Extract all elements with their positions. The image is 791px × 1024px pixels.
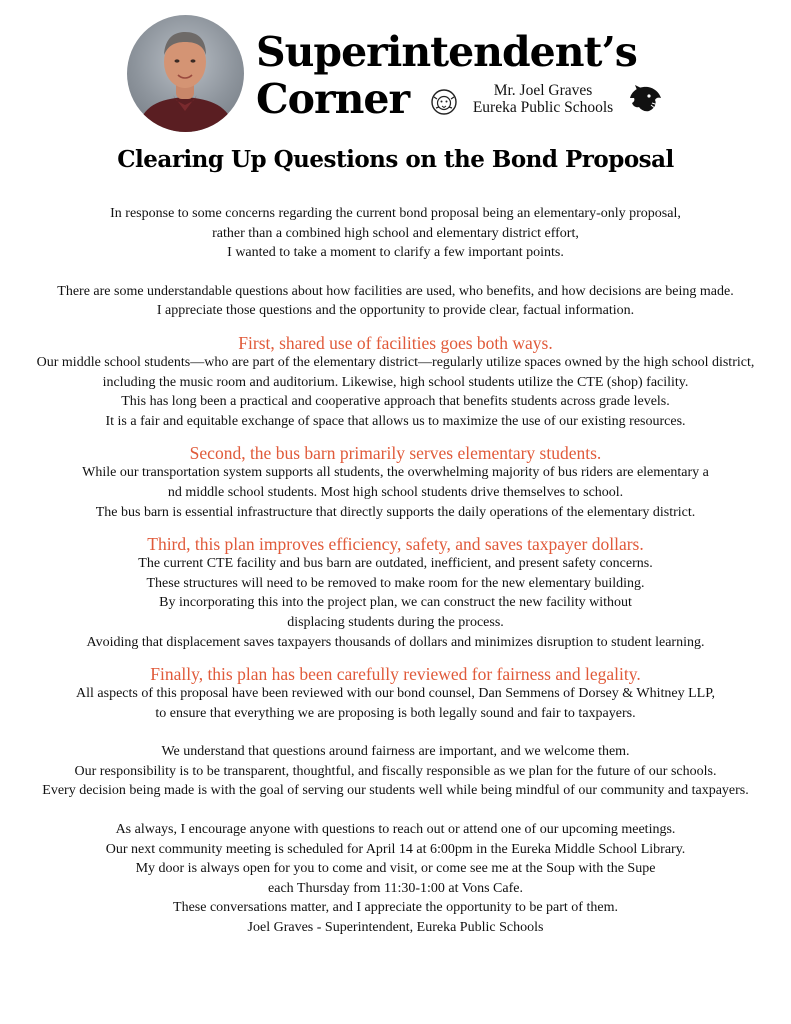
text-line: including the music room and auditorium. Likewise, high school students utilize the CTE (shop) facility.: [102, 374, 689, 390]
text-line: nd middle school students. Most high school students drive themselves to school.: [167, 484, 624, 500]
panther-mascot-icon: [627, 84, 663, 114]
text-line: These structures will need to be removed to make room for the new elementary building.: [146, 575, 645, 591]
text-line: As always, I encourage anyone with questions to reach out or attend one of our upcoming meetings.: [115, 822, 676, 838]
section-title: Finally, this plan has been carefully reviewed for fairness and legality.: [150, 664, 641, 685]
headline: Clearing Up Questions on the Bond Proposal: [117, 146, 674, 173]
lion-mascot-icon: [430, 88, 458, 116]
byline: [458, 82, 628, 116]
closing-paragraph: [0, 742, 791, 801]
text-line: In response to some concerns regarding the current bond proposal being an elementary-only proposal,: [110, 206, 681, 221]
text-line: each Thursday from 11:30-1:00 at Vons Cafe.: [268, 880, 523, 896]
text-line: I appreciate those questions and the opportunity to provide clear, factual information.: [156, 303, 635, 319]
text-line: Our next community meeting is scheduled for April 14 at 6:00pm in the Eureka Middle School Library.: [105, 841, 686, 857]
section-title: Second, the bus barn primarily serves elementary students.: [189, 443, 602, 464]
section-title: First, shared use of facilities goes both ways.: [238, 332, 553, 353]
text-line: Avoiding that displacement saves taxpayers thousands of dollars and minimizes disruption to student learning.: [86, 634, 705, 650]
text-line: Every decision being made is with the goal of serving our students well while being mindful of our community and taxpayers.: [42, 783, 749, 799]
section-efficiency: [0, 534, 791, 652]
text-line: displacing students during the process.: [287, 614, 504, 630]
page-header: [0, 0, 791, 140]
invitation-paragraph: [0, 820, 791, 918]
text-line: By incorporating this into the project plan, we can construct the new facility without: [159, 595, 632, 611]
text-line: This has long been a practical and cooperative approach that benefits students across grade levels.: [121, 394, 670, 410]
page-title-line1: Superintendent’s: [256, 28, 637, 76]
text-line: rather than a combined high school and elementary district effort,: [212, 225, 579, 241]
page-title-line2: Corner: [256, 75, 410, 123]
text-line: These conversations matter, and I appreciate the opportunity to be part of them.: [173, 900, 618, 916]
portrait-graphic: [127, 15, 244, 132]
signature: Joel Graves - Superintendent, Eureka Public Schools: [247, 920, 544, 936]
superintendent-photo: [127, 15, 244, 132]
section-shared-use: [0, 333, 791, 431]
text-line: It is a fair and equitable exchange of space that allows us to maximize the use of our existing resources.: [105, 413, 686, 429]
text-line: While our transportation system supports all students, the overwhelming majority of bus riders are elementary a: [82, 465, 709, 481]
context-paragraph: [0, 282, 791, 321]
letter-body: [0, 204, 791, 938]
text-line: Our middle school students—who are part of the elementary district—regularly utilize spaces owned by the high school district,: [36, 354, 755, 370]
text-line: All aspects of this proposal have been reviewed with our bond counsel, Dan Semmens of Dorsey & Whitney LLP,: [76, 686, 715, 702]
text-line: There are some understandable questions about how facilities are used, who benefits, and how decisions are being made.: [57, 283, 734, 299]
byline-organization: Eureka Public Schools: [472, 99, 614, 116]
section-bus-barn: [0, 443, 791, 522]
text-line: My door is always open for you to come and visit, or come see me at the Soup with the Supe: [135, 861, 656, 877]
section-fairness: [0, 664, 791, 723]
text-line: We understand that questions around fairness are important, and we welcome them.: [161, 744, 630, 760]
text-line: The current CTE facility and bus barn are outdated, inefficient, and present safety concerns.: [138, 556, 653, 572]
text-line: to ensure that everything we are proposing is both legally sound and fair to taxpayers.: [155, 705, 636, 721]
byline-name: Mr. Joel Graves: [493, 82, 593, 99]
text-line: Our responsibility is to be transparent, thoughtful, and fiscally responsible as we plan for the future of our schools.: [74, 763, 717, 779]
section-title: Third, this plan improves efficiency, safety, and saves taxpayer dollars.: [147, 534, 644, 555]
text-line: I wanted to take a moment to clarify a few important points.: [227, 245, 564, 261]
text-line: The bus barn is essential infrastructure that directly supports the daily operations of the elementary district.: [95, 504, 696, 520]
intro-paragraph: [0, 204, 791, 263]
